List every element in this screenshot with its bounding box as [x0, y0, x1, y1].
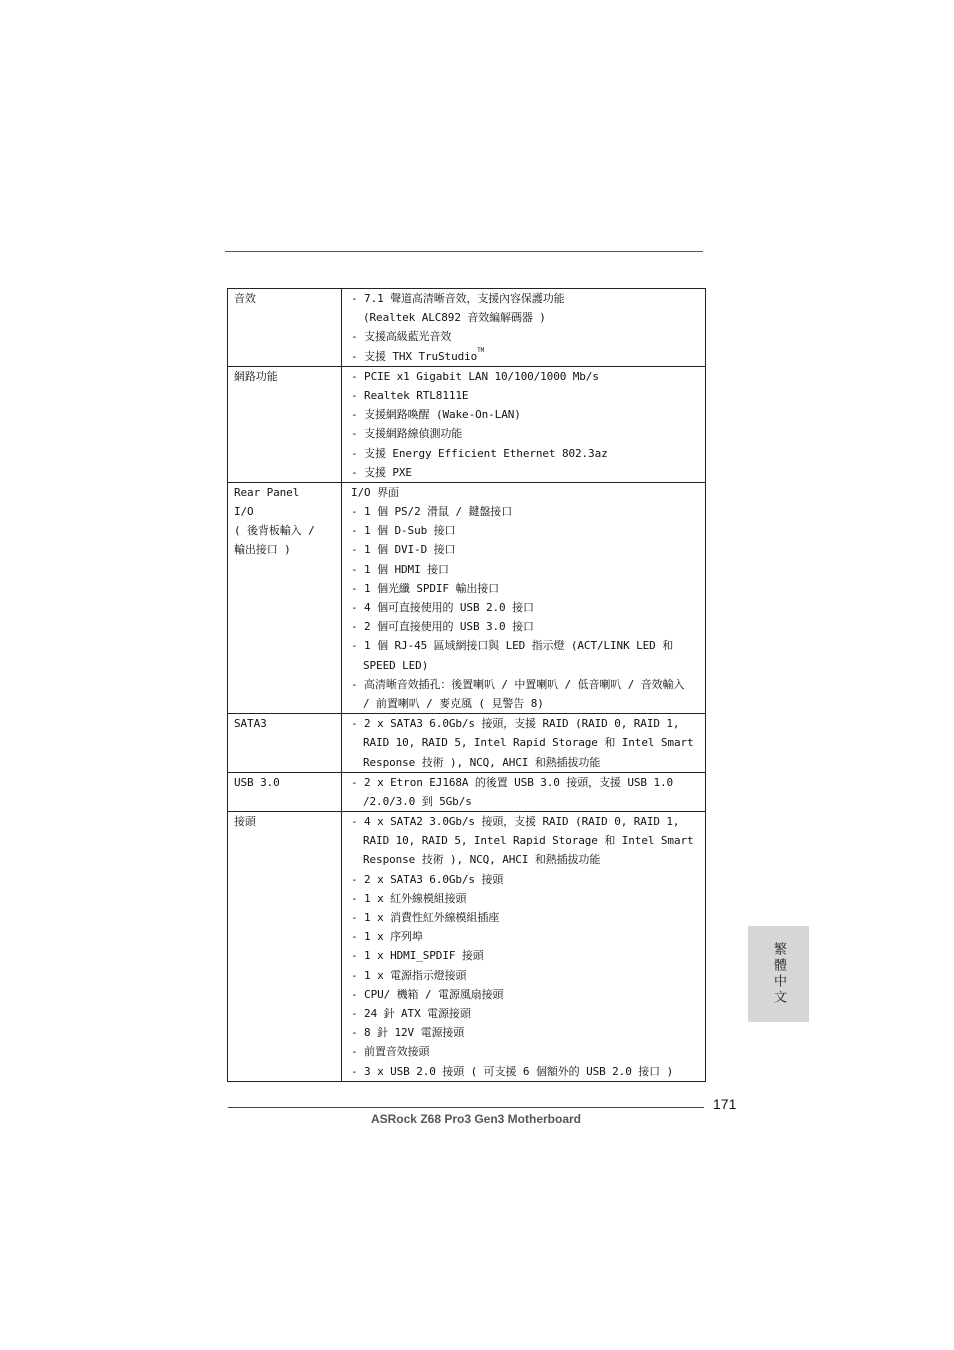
spec-line-text: - 1 x 紅外線模組接頭	[351, 891, 467, 905]
spec-line-text: - Realtek RTL8111E	[351, 388, 469, 402]
spec-line	[351, 1023, 705, 1042]
spec-line-text: - CPU/ 機箱 / 電源風扇接頭	[351, 987, 504, 1001]
spec-line-text: - 1 個 HDMI 接口	[351, 562, 449, 576]
spec-line	[351, 985, 705, 1004]
spec-line	[351, 946, 705, 965]
spec-label: 網路功能	[234, 369, 278, 383]
spec-line	[351, 675, 705, 694]
spec-line-text: Response 技術 ), NCQ, AHCI 和熱插拔功能	[363, 853, 601, 867]
header-rule	[225, 251, 703, 252]
spec-line-text: - 支援 THX TruStudio	[351, 349, 478, 363]
spec-line-text: - 2 x SATA3 6.0Gb/s 接頭	[351, 872, 504, 886]
spec-label-cell	[228, 366, 342, 482]
spec-content-cell	[342, 714, 706, 773]
spec-line	[351, 733, 705, 752]
spec-line-text: - 高清晰音效插孔：後置喇叭 / 中置喇叭 / 低音喇叭 / 音效輸入	[351, 677, 685, 691]
spec-label: USB 3.0	[234, 775, 280, 789]
spec-line	[351, 463, 705, 482]
spec-line	[351, 289, 705, 308]
spec-line	[351, 483, 705, 502]
spec-content-cell	[342, 812, 706, 1082]
spec-line	[351, 444, 705, 463]
spec-line-text: - 1 個 D-Sub 接口	[351, 524, 456, 538]
spec-line-text: (Realtek ALC892 音效編解碼器 )	[363, 311, 546, 325]
spec-label: 輸出接口 )	[234, 543, 291, 557]
spec-line	[351, 927, 705, 946]
spec-row	[228, 714, 706, 773]
spec-line	[351, 831, 705, 850]
spec-line	[351, 560, 705, 579]
spec-line-text: RAID 10, RAID 5, Intel Rapid Storage 和 Intel Smart	[363, 736, 694, 750]
spec-line	[351, 598, 705, 617]
spec-line	[351, 347, 705, 366]
spec-line-text: - 支援網路喚醒 (Wake-On-LAN)	[351, 408, 521, 422]
spec-label: ( 後背板輸入 /	[234, 524, 315, 538]
language-tab	[748, 926, 809, 1022]
spec-line	[351, 579, 705, 598]
spec-line-text: SPEED LED)	[363, 658, 429, 672]
spec-line-text: /2.0/3.0 到 5Gb/s	[363, 794, 472, 808]
spec-line	[351, 540, 705, 559]
spec-line-text: - 支援高級藍光音效	[351, 330, 452, 344]
spec-line-text: - 1 個光纖 SPDIF 輸出接口	[351, 581, 500, 595]
spec-line-text: - 2 x SATA3 6.0Gb/s 接頭，支援 RAID (RAID 0, RAID 1,	[351, 717, 680, 731]
spec-line	[351, 753, 705, 772]
spec-row	[228, 482, 706, 713]
spec-label: SATA3	[234, 717, 267, 731]
language-tab-label: 繁體中文	[771, 942, 786, 1006]
spec-label: Rear Panel	[234, 485, 300, 499]
spec-line-text: - 2 個可直接使用的 USB 3.0 接口	[351, 620, 534, 634]
spec-line	[351, 908, 705, 927]
spec-line-text: - 3 x USB 2.0 接頭 ( 可支援 6 個額外的 USB 2.0 接口 )	[351, 1064, 674, 1078]
spec-line	[351, 966, 705, 985]
spec-line-text: - 2 x Etron EJ168A 的後置 USB 3.0 接頭，支援 USB 1.0	[351, 775, 674, 789]
spec-label-cell	[228, 812, 342, 1082]
spec-line	[351, 714, 705, 733]
spec-line-text: RAID 10, RAID 5, Intel Rapid Storage 和 Intel Smart	[363, 834, 694, 848]
spec-line-text: - 支援網路線偵測功能	[351, 427, 463, 441]
spec-line-text: Response 技術 ), NCQ, AHCI 和熱插拔功能	[363, 755, 601, 769]
spec-line-text: - 1 個 RJ-45 區域網接口與 LED 指示燈 (ACT/LINK LED 和	[351, 639, 674, 653]
spec-line	[351, 889, 705, 908]
footer-title: ASRock Z68 Pro3 Gen3 Motherboard	[370, 1112, 582, 1126]
spec-line	[351, 636, 705, 655]
spec-label: 接頭	[234, 815, 256, 829]
spec-line-text: - 前置音效接頭	[351, 1045, 430, 1059]
spec-line-text: - 24 針 ATX 電源接頭	[351, 1006, 471, 1020]
spec-line	[351, 792, 705, 811]
spec-label: 音效	[234, 292, 256, 305]
spec-label-cell	[228, 289, 342, 367]
spec-line	[351, 502, 705, 521]
spec-line-text: - 支援 PXE	[351, 465, 412, 479]
spec-row	[228, 772, 706, 811]
spec-line	[351, 656, 705, 675]
spec-label: I/O	[234, 505, 254, 519]
spec-label-cell	[228, 772, 342, 811]
spec-line	[351, 850, 705, 869]
spec-line	[351, 773, 705, 792]
spec-line-text: - 1 x 序列埠	[351, 930, 423, 944]
trademark-mark: TM	[477, 346, 485, 354]
spec-line	[351, 386, 705, 405]
spec-line	[351, 367, 705, 386]
spec-row	[228, 366, 706, 482]
spec-line	[351, 405, 705, 424]
spec-line	[351, 870, 705, 889]
spec-content-cell	[342, 289, 706, 367]
spec-table	[227, 288, 706, 1082]
spec-content-cell	[342, 366, 706, 482]
spec-content-cell	[342, 772, 706, 811]
spec-line-text: - 8 針 12V 電源接頭	[351, 1026, 465, 1040]
spec-line-text: - 7.1 聲道高清晰音效，支援內容保護功能	[351, 292, 565, 305]
spec-line-text: / 前置喇叭 / 麥克風 ( 見警告 8)	[363, 696, 544, 710]
spec-row	[228, 812, 706, 1082]
spec-line-text: - 1 x 電源指示燈接頭	[351, 968, 467, 982]
spec-line-text: I/O 界面	[351, 485, 399, 499]
spec-line-text: - 1 個 DVI-D 接口	[351, 543, 456, 557]
spec-line	[351, 1062, 705, 1081]
spec-line	[351, 1042, 705, 1061]
page-number: 171	[713, 1096, 737, 1112]
spec-content-cell	[342, 482, 706, 713]
spec-line	[351, 521, 705, 540]
spec-line	[351, 694, 705, 713]
spec-label-cell	[228, 482, 342, 713]
spec-row	[228, 289, 706, 367]
spec-line-text: - 1 個 PS/2 滑鼠 / 鍵盤接口	[351, 505, 513, 519]
spec-line-text: - 1 x HDMI_SPDIF 接頭	[351, 949, 484, 963]
spec-line	[351, 327, 705, 346]
spec-line-text: - 1 x 消費性紅外線模組插座	[351, 911, 500, 924]
spec-line	[351, 308, 705, 327]
spec-line-text: - PCIE x1 Gigabit LAN 10/100/1000 Mb/s	[351, 369, 599, 383]
spec-line	[351, 812, 705, 831]
spec-line	[351, 1004, 705, 1023]
spec-label-cell	[228, 714, 342, 773]
spec-line-text: - 4 x SATA2 3.0Gb/s 接頭，支援 RAID (RAID 0, RAID 1,	[351, 815, 680, 829]
spec-line-text: - 4 個可直接使用的 USB 2.0 接口	[351, 601, 534, 614]
footer-rule	[228, 1107, 704, 1108]
spec-line	[351, 424, 705, 443]
spec-line	[351, 617, 705, 636]
spec-line-text: - 支援 Energy Efficient Ethernet 802.3az	[351, 446, 608, 460]
